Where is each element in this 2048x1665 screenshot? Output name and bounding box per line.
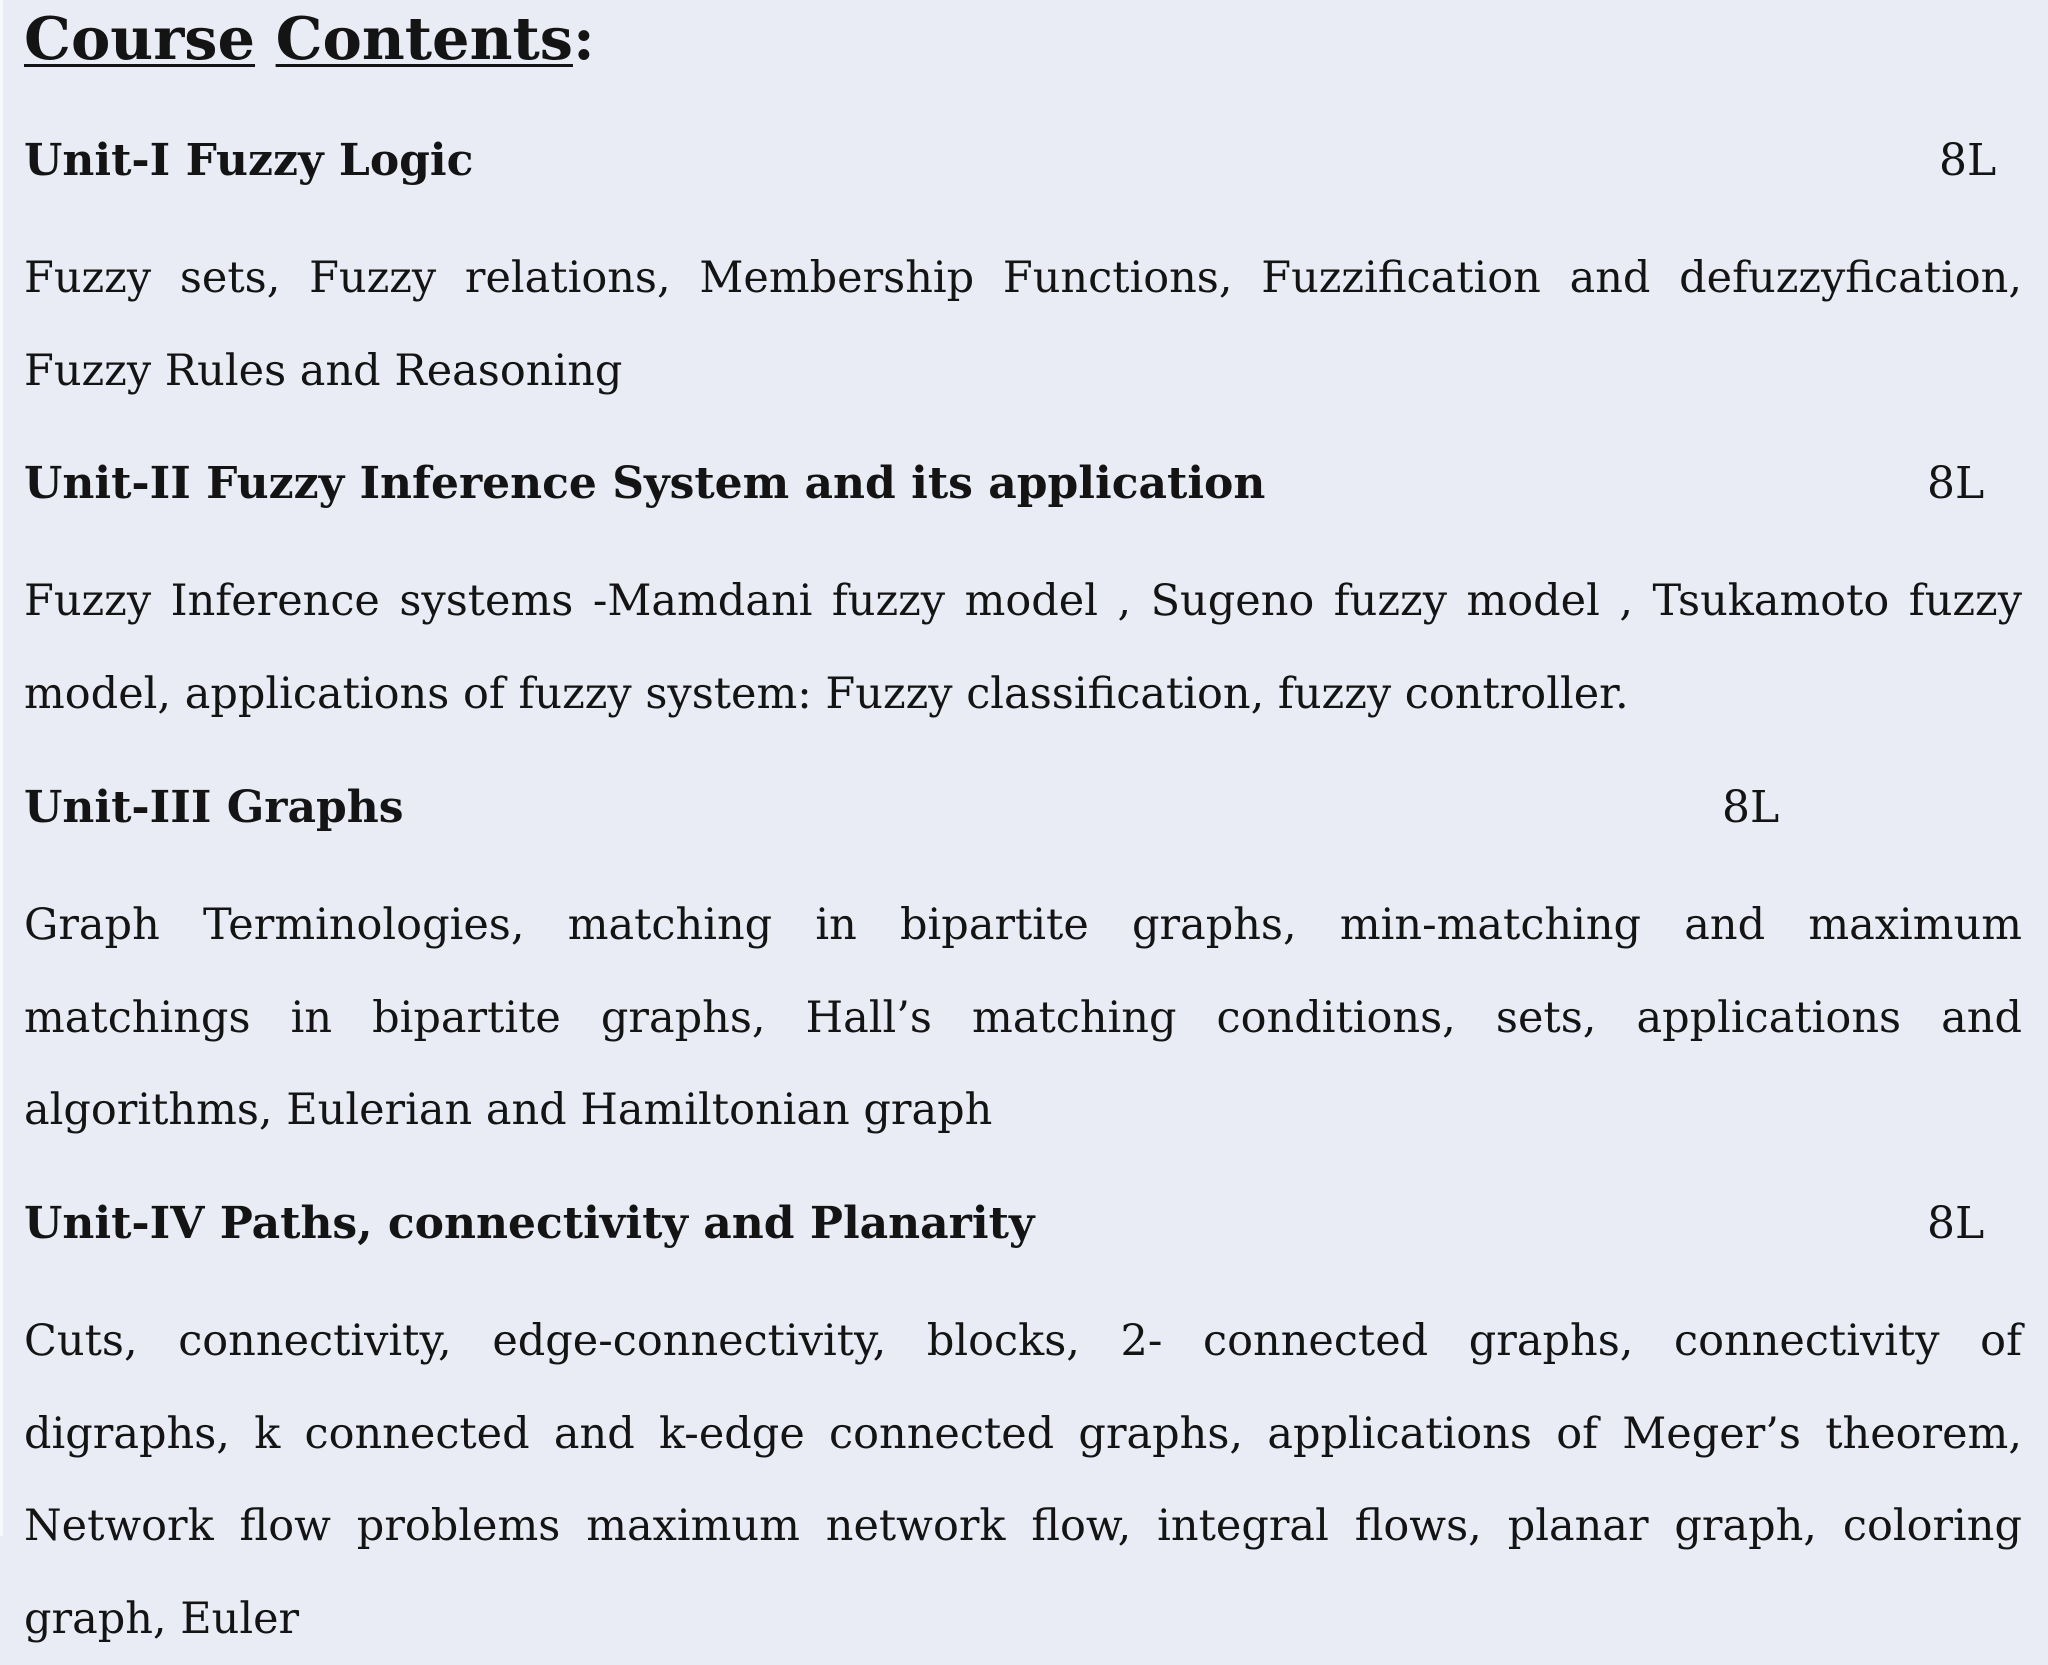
unit-1-hours: 8L	[1939, 135, 1997, 186]
unit-1-title: Unit-I Fuzzy Logic	[24, 135, 474, 186]
title-word-course: Course	[24, 4, 256, 73]
unit-4-content: Cuts, connectivity, edge-connectivity, blocks, 2- connected graphs, connectivity of digraphs, k connected and k-edge connected graphs, applications of Meger’s theorem, Network flow problems maximum network flow, integral flows, planar graph, coloring graph, Euler	[24, 1316, 2022, 1644]
unit-4-hours: 8L	[1927, 1198, 1985, 1249]
title-colon: :	[572, 4, 595, 73]
unit-3-content: Graph Terminologies, matching in bipartite graphs, min-matching and maximum matchings in bipartite graphs, Hall’s matching conditions, sets, applications and algorithms, Eulerian and Hamiltonian graph	[24, 900, 2022, 1136]
unit-3-hours: 8L	[1722, 782, 1780, 833]
unit-2-content: Fuzzy Inference systems -Mamdani fuzzy model , Sugeno fuzzy model , Tsukamoto fuzzy model, applications of fuzzy system: Fuzzy classification, fuzzy controller.	[24, 576, 2022, 719]
title-word-contents: Contents	[275, 4, 573, 73]
unit-1-heading	[24, 131, 1997, 191]
unit-3-title: Unit-III Graphs	[24, 782, 404, 833]
unit-2-title: Unit-II Fuzzy Inference System and its application	[24, 458, 1266, 509]
unit-1-content: Fuzzy sets, Fuzzy relations, Membership Functions, Fuzzification and defuzzyfication, Fuzzy Rules and Reasoning	[24, 253, 2022, 396]
page-title	[24, 4, 595, 74]
unit-4-heading	[24, 1194, 1984, 1254]
unit-2-hours: 8L	[1927, 458, 1985, 509]
unit-4-title: Unit-IV Paths, connectivity and Planarity	[24, 1198, 1035, 1249]
page-edge	[0, 0, 3, 1536]
unit-3-heading	[24, 778, 1984, 838]
unit-2-heading	[24, 454, 1984, 514]
